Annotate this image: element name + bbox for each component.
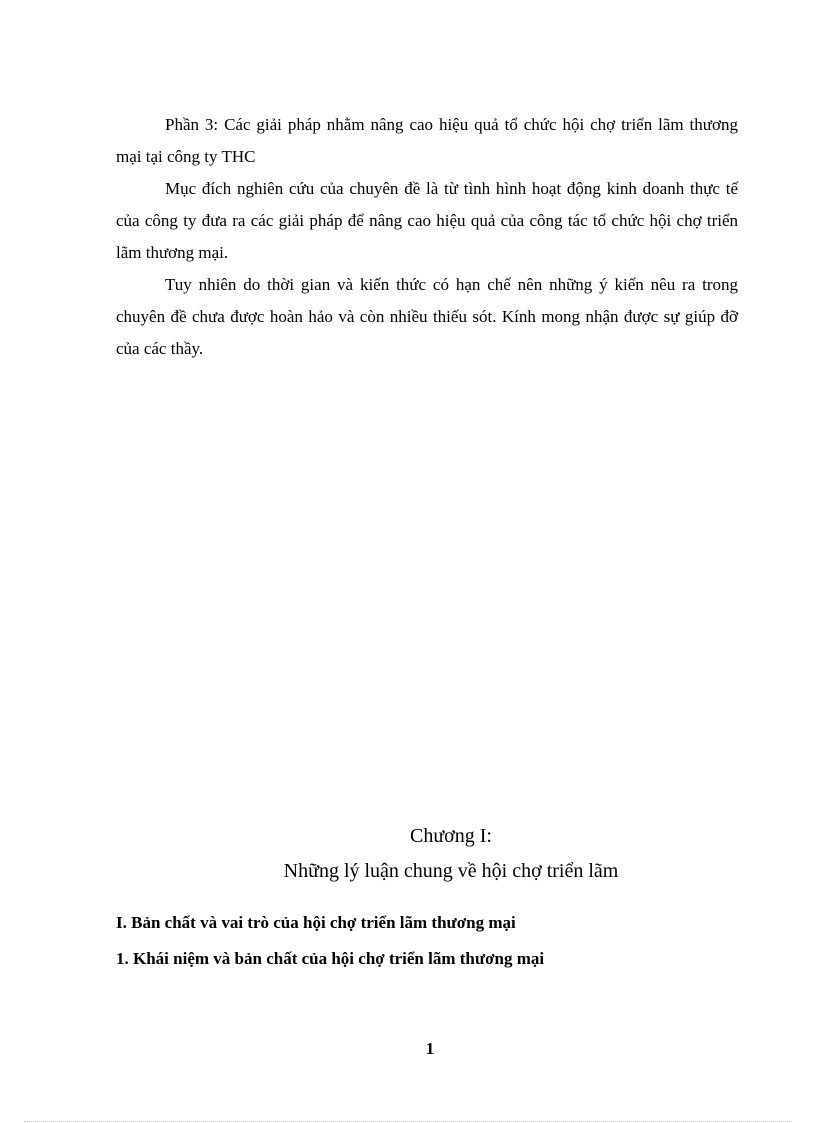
paragraph-research-purpose: Mục đích nghiên cứu của chuyên đề là từ tình hình hoạt động kinh doanh thực tế của công ty đưa ra các giải pháp để nâng cao hiệu quả của công tác tổ chức hội chợ triển lãm thương mại.	[116, 179, 738, 262]
paragraph-limitations: Tuy nhiên do thời gian và kiến thức có hạn chế nên những ý kiến nêu ra trong chuyên đề chưa được hoàn hảo và còn nhiều thiếu sót. Kính mong nhận được sự giúp đỡ của các thầy.	[116, 275, 738, 358]
page-number: 1	[425, 1039, 435, 1058]
section-heading-nature-role: I. Bản chất và vai trò của hội chợ triển lãm thương mại	[116, 913, 516, 932]
subsection-heading-concept: 1. Khái niệm và bản chất của hội chợ triển lãm thương mại	[116, 949, 545, 968]
chapter-label: Chương I:	[410, 825, 492, 847]
page-bottom-divider	[24, 1121, 792, 1122]
chapter-title: Những lý luận chung về hội chợ triển lãm	[283, 860, 619, 882]
paragraph-part3-solutions: Phần 3: Các giải pháp nhằm nâng cao hiệu quả tổ chức hội chợ triển lãm thương mại tại công ty THC	[116, 115, 738, 166]
